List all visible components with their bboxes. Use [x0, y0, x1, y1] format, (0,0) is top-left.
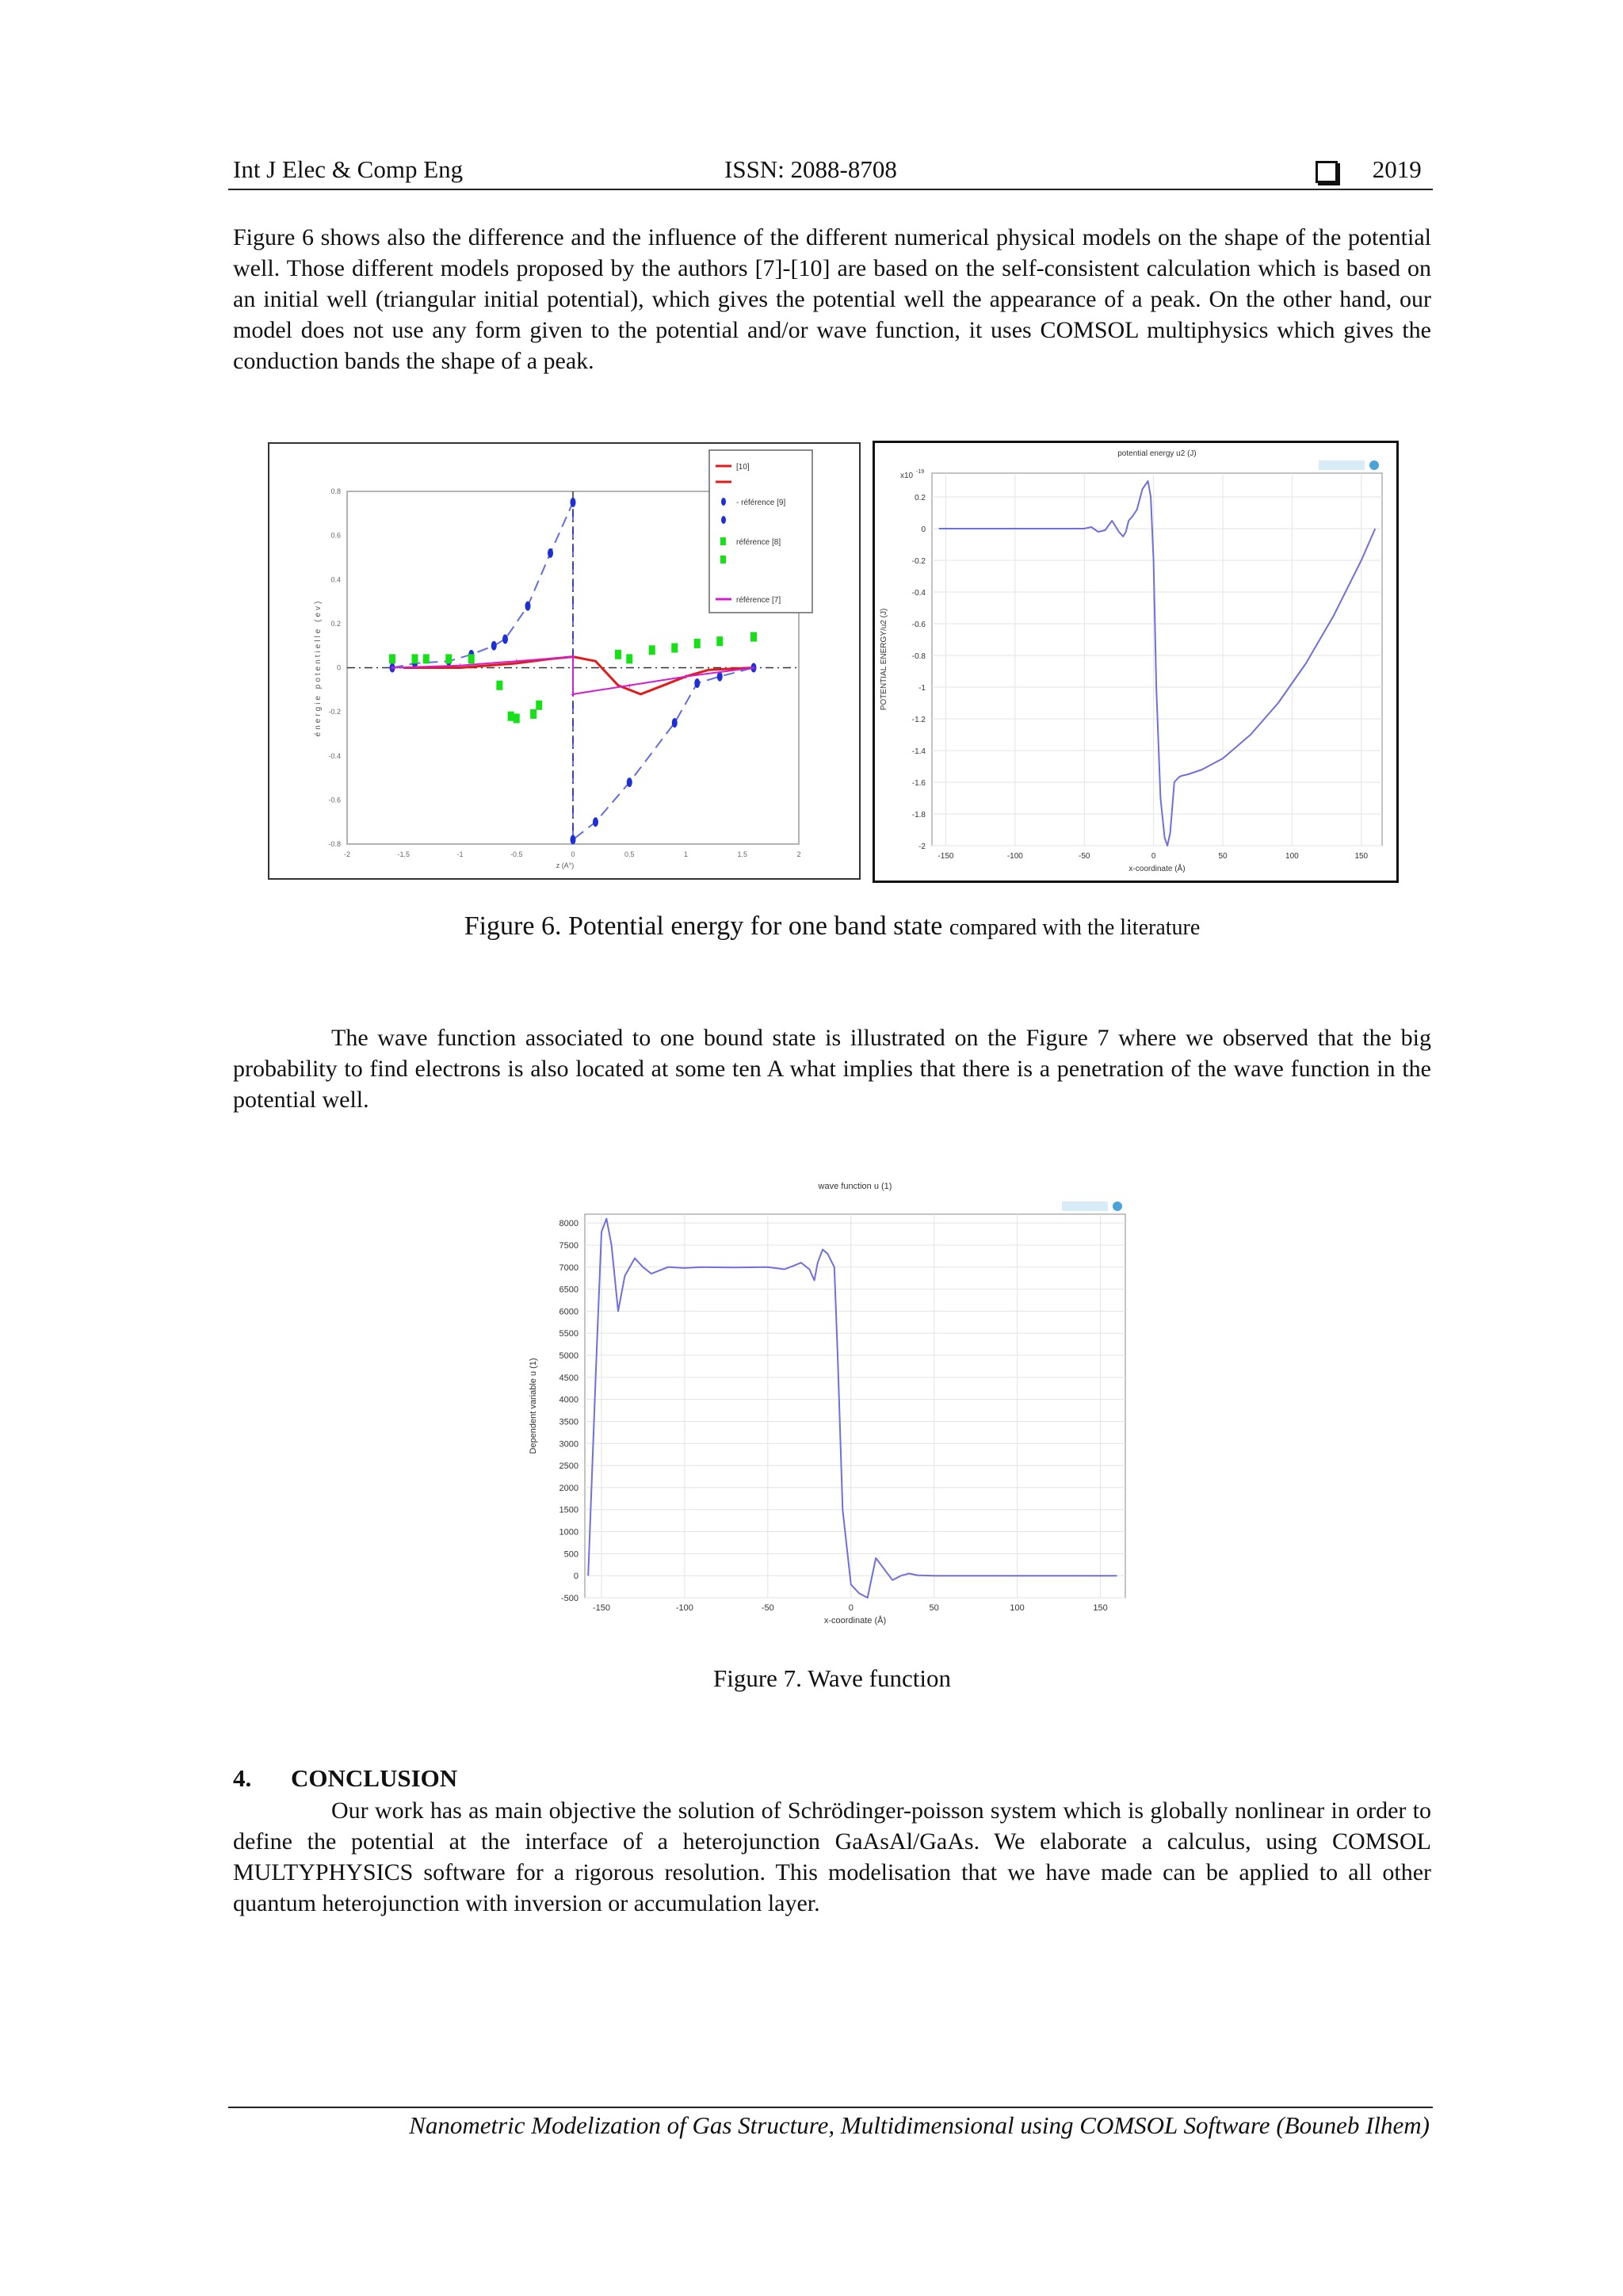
y-tick-label: -500	[560, 1594, 579, 1603]
figure7-wave-function-plot	[521, 1170, 1140, 1642]
x-tick-label: 150	[1354, 852, 1369, 861]
data-point-ref7: +	[627, 681, 632, 691]
data-point-ref8	[716, 636, 723, 646]
comsol-logo-icon	[1369, 460, 1379, 470]
y-tick-label: -1.8	[911, 811, 926, 819]
y-tick-label: 0.8	[330, 487, 341, 495]
x-tick-label: 1	[683, 850, 689, 858]
y-tick-label: 5000	[559, 1351, 579, 1362]
x-tick-label: -2	[343, 850, 351, 858]
x-tick-label: -50	[761, 1603, 774, 1613]
y-tick-label: 1500	[559, 1505, 579, 1515]
data-point-ref9	[717, 672, 723, 682]
data-point-ref8	[514, 713, 520, 723]
data-point-ref8	[536, 701, 542, 710]
literature-comparison-chart	[269, 444, 859, 878]
x-tick-label: 100	[1285, 852, 1299, 861]
y-tick-label: -0.4	[328, 751, 341, 760]
data-point-ref8	[508, 712, 514, 721]
figure6-comsol-potential-plot	[873, 441, 1399, 883]
footer-citation: Nanometric Modelization of Gas Structure, Multidimensional using COMSOL Software (Bouneb Ilhem)	[409, 2111, 1430, 2139]
chart-title: potential energy u2 (J)	[1117, 449, 1197, 458]
data-point-ref9	[593, 817, 598, 827]
x-axis-label: z (A°)	[556, 861, 575, 869]
data-point-ref9	[627, 777, 632, 787]
header-rule	[228, 189, 1433, 190]
data-point-ref7: +	[683, 672, 689, 682]
legend-swatch	[720, 537, 726, 545]
chart-title: wave function u (1)	[818, 1182, 892, 1191]
data-point-ref7: +	[570, 652, 576, 663]
x-tick-label: 1.5	[737, 850, 748, 858]
y-axis-label: POTENTIAL ENERGY/u2 (J)	[880, 608, 888, 711]
y-tick-label: 0	[573, 1572, 579, 1582]
data-point-ref8	[445, 654, 452, 663]
y-tick-label: 0.2	[330, 619, 341, 628]
y-tick-label: -1.2	[911, 716, 926, 724]
figure7-caption: Figure 7. Wave function	[713, 1664, 951, 1692]
data-point-ref8	[750, 632, 757, 642]
x-tick-label: 0	[1151, 852, 1156, 861]
paragraph-conclusion: Our work has as main objective the solution of Schrödinger-poisson system which is globally nonlinear in order to define the potential at the interface of a heterojunction GaAsAl/GaAs. We elaborate a calculus, using COMSOL MULTYPHYSICS software for a rigorous resolution. This modelisation that we have made can be applied to all other quantum heterojunction with inversion or accumulation layer.	[233, 1797, 1431, 1916]
x-tick-label: -150	[938, 852, 954, 861]
y-tick-label: -1	[918, 684, 926, 693]
figure6-caption	[233, 911, 1431, 942]
y-tick-label: -0.6	[911, 621, 926, 629]
legend-box	[709, 450, 812, 613]
data-point-ref8	[649, 645, 655, 655]
figure6-caption-main: Figure 6. Potential energy for one band state	[464, 911, 943, 941]
x-tick-label: 100	[1010, 1603, 1025, 1613]
data-point-ref9	[571, 835, 576, 844]
legend-label: référence [8]	[736, 538, 781, 547]
x-tick-label: -100	[1006, 852, 1023, 861]
y-tick-label: 6500	[559, 1285, 579, 1295]
paragraph-figure6-discussion: Figure 6 shows also the difference and the influence of the different numerical physical models on the shape of the potential well. Those different models proposed by the authors [7]-[10] are based on the self-consistent calculation which is based on an initial well (triangular initial potential), which gives the potential well the appearance of a peak. On the other hand, our model does not use any form given to the potential and/or wave function, it uses COMSOL multiphysics which gives the conduction bands the shape of a peak.	[233, 224, 1431, 374]
x-axis-label: x-coordinate (Å)	[823, 1616, 887, 1626]
section-number: 4.	[233, 1764, 252, 1792]
x-tick-label: -1	[456, 850, 464, 858]
comsol-logo-icon	[1319, 460, 1365, 470]
data-point-ref9	[525, 602, 531, 611]
data-point-ref9	[672, 718, 678, 728]
x-tick-label: -1.5	[397, 850, 411, 858]
y-tick-label: 3000	[559, 1439, 579, 1450]
section-title: CONCLUSION	[291, 1764, 458, 1792]
data-point-ref8	[389, 654, 395, 663]
running-header-page	[1316, 155, 1422, 184]
data-point-ref7: +	[514, 657, 519, 667]
y-tick-label: 2000	[559, 1483, 579, 1493]
data-point-ref7: +	[570, 690, 576, 700]
y-tick-label: 0	[336, 663, 341, 672]
x-axis-label: x-coordinate (Å)	[1128, 865, 1186, 873]
data-point-ref7: +	[750, 663, 757, 674]
y-tick-label: -0.2	[911, 557, 926, 566]
data-point-ref9	[502, 634, 508, 644]
x-tick-label: 150	[1093, 1603, 1108, 1613]
square-bullet-icon	[1316, 161, 1338, 183]
legend-label: référence [7]	[736, 596, 781, 605]
potential-energy-chart	[875, 443, 1396, 881]
data-point-ref8	[671, 643, 678, 652]
y-tick-label: 0.4	[330, 575, 341, 584]
figure6-literature-plot	[268, 442, 861, 880]
x-tick-label: 50	[1218, 852, 1228, 861]
data-point-ref9	[694, 678, 700, 688]
wave-function-chart	[521, 1170, 1140, 1642]
plot-frame	[585, 1214, 1125, 1598]
y-tick-label: 4000	[559, 1395, 579, 1405]
y-tick-label: -1.4	[911, 747, 926, 756]
running-header-issn: ISSN: 2088-8708	[724, 155, 897, 183]
y-tick-label: -1.6	[911, 779, 926, 788]
y-tick-label: 5500	[559, 1329, 579, 1339]
data-point-ref7: +	[389, 663, 395, 674]
x-tick-label: 2	[796, 850, 801, 858]
y-tick-label: 7000	[559, 1263, 579, 1273]
page-number: 2019	[1372, 155, 1422, 183]
y-tick-label: -0.6	[328, 796, 341, 804]
x-tick-label: -150	[592, 1603, 611, 1613]
y-multiplier-exponent: -19	[916, 469, 925, 475]
x-tick-label: 0	[571, 850, 575, 858]
y-tick-label: -0.8	[328, 840, 341, 848]
legend-swatch	[721, 498, 726, 506]
x-tick-label: 0.5	[624, 850, 635, 858]
x-tick-label: -50	[1079, 852, 1090, 861]
y-tick-label: 500	[563, 1549, 579, 1560]
y-tick-label: 3500	[559, 1417, 579, 1427]
data-point-ref8	[423, 654, 430, 663]
legend-label: [10]	[736, 463, 750, 472]
y-tick-label: 0.6	[330, 531, 341, 540]
x-tick-label: 0	[848, 1603, 854, 1613]
data-point-ref8	[694, 639, 701, 648]
y-axis-label: énergie potentielle (ev)	[314, 598, 323, 737]
y-tick-label: 8000	[559, 1219, 579, 1229]
data-point-ref8	[626, 654, 632, 663]
legend-swatch	[721, 516, 726, 524]
paragraph-wave-function: The wave function associated to one bound state is illustrated on the Figure 7 where we observed that the big probability to find electrons is also located at some ten A what implies that there is a penetration of the wave function in the potential well.	[233, 1025, 1431, 1113]
y-tick-label: -0.2	[328, 708, 341, 716]
y-tick-label: 1000	[559, 1527, 579, 1538]
legend-label: - référence [9]	[736, 499, 786, 507]
legend-swatch	[720, 556, 726, 563]
y-tick-label: 0.2	[915, 494, 926, 502]
data-point-ref9	[491, 641, 497, 651]
figure6-caption-tail: compared with the literature	[949, 915, 1201, 940]
data-point-ref7: +	[457, 661, 463, 671]
x-tick-label: -0.5	[510, 850, 523, 858]
comsol-logo-icon	[1062, 1201, 1108, 1211]
data-point-ref8	[412, 654, 418, 663]
y-tick-label: 0	[921, 525, 926, 534]
y-tick-label: -0.4	[911, 589, 926, 598]
y-axis-label: Dependent variable u (1)	[529, 1358, 538, 1454]
y-multiplier-label: x10	[900, 472, 914, 480]
data-point-ref9	[548, 548, 553, 558]
x-tick-label: -100	[675, 1603, 693, 1613]
y-tick-label: 2500	[559, 1461, 579, 1472]
y-tick-label: 4500	[559, 1373, 579, 1383]
y-tick-label: 6000	[559, 1307, 579, 1317]
data-point-ref8	[496, 681, 502, 690]
data-point-ref9	[571, 498, 576, 507]
running-header-journal: Int J Elec & Comp Eng	[233, 155, 464, 183]
y-tick-label: -2	[918, 842, 926, 851]
data-point-ref8	[468, 654, 475, 663]
x-tick-label: 50	[929, 1603, 939, 1613]
footer-rule	[228, 2107, 1433, 2108]
comsol-logo-icon	[1113, 1201, 1122, 1211]
data-point-ref8	[530, 709, 537, 719]
y-tick-label: 7500	[559, 1240, 579, 1251]
y-tick-label: -0.8	[911, 652, 926, 661]
data-point-ref8	[615, 650, 621, 659]
